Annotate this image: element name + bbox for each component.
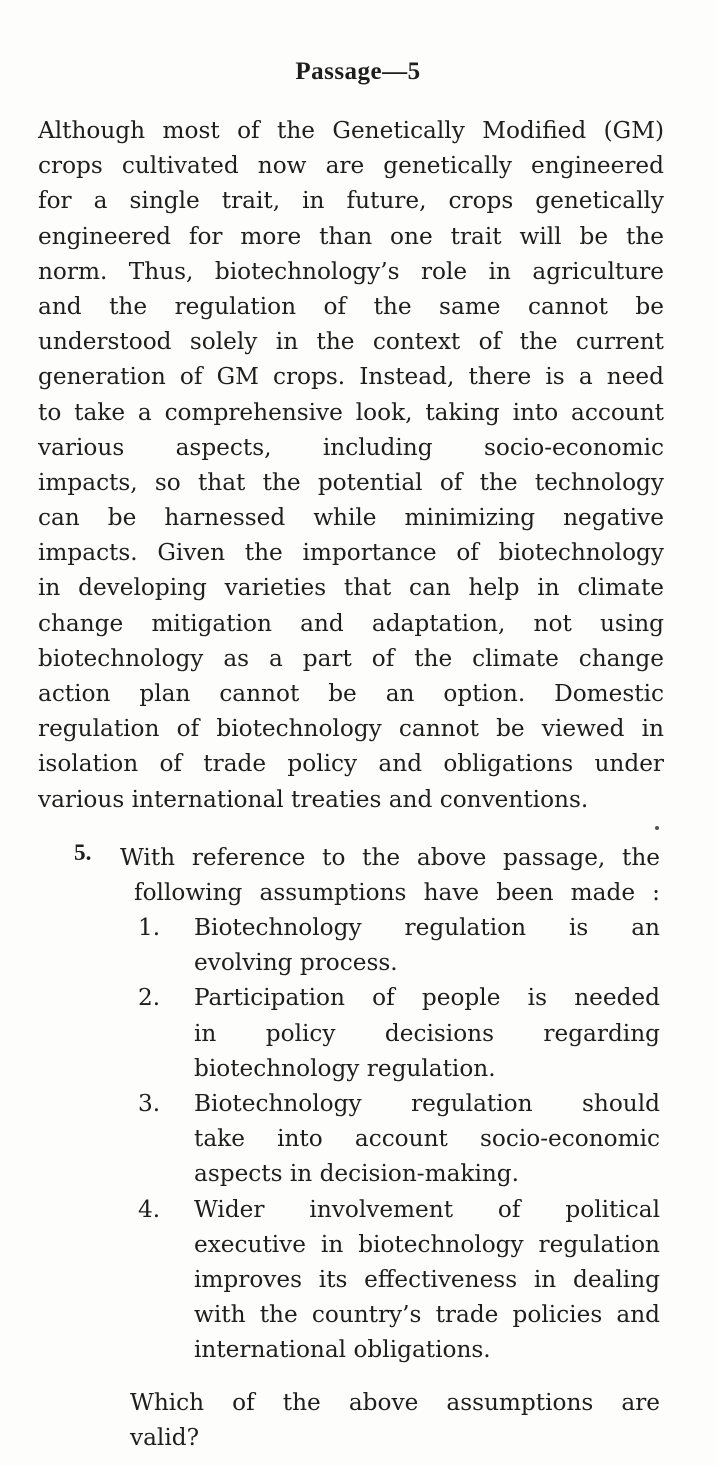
assumption-number: 4. xyxy=(138,1195,161,1223)
passage-title: Passage—5 xyxy=(295,58,421,85)
assumption-line: executive in biotechnology regulation xyxy=(194,1230,660,1258)
passage-body xyxy=(38,113,664,817)
passage-line: action plan cannot be an option. Domestic xyxy=(38,680,664,707)
question-closing xyxy=(130,1385,660,1455)
assumption-line: take into account socio-economic xyxy=(194,1125,660,1153)
question-number: 5. xyxy=(74,840,92,866)
assumption-line: aspects in decision-making. xyxy=(194,1160,520,1188)
assumption-line: improves its effectiveness in dealing xyxy=(194,1265,660,1293)
passage-line: impacts, so that the potential of the technology xyxy=(38,468,664,496)
passage-line: regulation of biotechnology cannot be viewed in xyxy=(38,715,664,743)
passage-line: crops cultivated now are genetically engineered xyxy=(38,152,664,180)
passage-line: and the regulation of the same cannot be xyxy=(38,292,664,320)
assumption-number: 2. xyxy=(138,984,161,1012)
assumption-line: Participation of people is needed xyxy=(194,984,660,1012)
assumption-item xyxy=(130,1192,660,1368)
passage-line: for a single trait, in future, crops genetically xyxy=(38,187,664,215)
assumption-number: 1. xyxy=(138,914,161,941)
assumption-list xyxy=(130,910,660,1367)
passage-line: various international treaties and conventions. xyxy=(38,785,589,813)
assumption-item xyxy=(130,910,660,980)
passage-line: change mitigation and adaptation, not using xyxy=(38,609,664,637)
passage-line: biotechnology as a part of the climate change xyxy=(38,644,664,672)
passage-line: generation of GM crops. Instead, there is a need xyxy=(38,363,664,391)
passage-line: to take a comprehensive look, taking into account xyxy=(38,398,664,426)
print-speck xyxy=(655,826,659,830)
passage-line: engineered for more than one trait will be the xyxy=(38,222,664,250)
assumption-number: 3. xyxy=(138,1089,161,1117)
passage-line: Although most of the Genetically Modified (GM) xyxy=(38,117,664,144)
passage-line: can be harnessed while minimizing negative xyxy=(38,504,664,532)
assumption-item xyxy=(130,980,660,1086)
assumption-line: biotechnology regulation. xyxy=(194,1054,496,1082)
question-closing-line: Which of the above assumptions are xyxy=(130,1389,660,1416)
assumption-item xyxy=(130,1086,660,1192)
assumption-line: evolving process. xyxy=(194,949,398,977)
assumption-line: Biotechnology regulation is an xyxy=(194,914,660,941)
assumption-line: Wider involvement of political xyxy=(194,1195,660,1223)
assumption-line: with the country’s trade policies and xyxy=(194,1301,660,1329)
passage-line: isolation of trade policy and obligations under xyxy=(38,750,664,778)
assumption-line: Biotechnology regulation should xyxy=(194,1089,660,1117)
passage-line: in developing varieties that can help in climate xyxy=(38,574,664,602)
question-stem xyxy=(120,840,660,910)
assumption-line: in policy decisions regarding xyxy=(194,1019,660,1047)
passage-line: understood solely in the context of the current xyxy=(38,328,664,356)
passage-line: norm. Thus, biotechnology’s role in agriculture xyxy=(38,257,664,285)
question-closing-line: valid? xyxy=(130,1424,200,1452)
assumption-line: international obligations. xyxy=(194,1336,491,1364)
question-stem-line: following assumptions have been made : xyxy=(134,879,660,907)
question-stem-line: With reference to the above passage, the xyxy=(120,844,660,871)
passage-line: impacts. Given the importance of biotechnology xyxy=(38,539,664,567)
passage-line: various aspects, including socio-economic xyxy=(38,433,664,461)
